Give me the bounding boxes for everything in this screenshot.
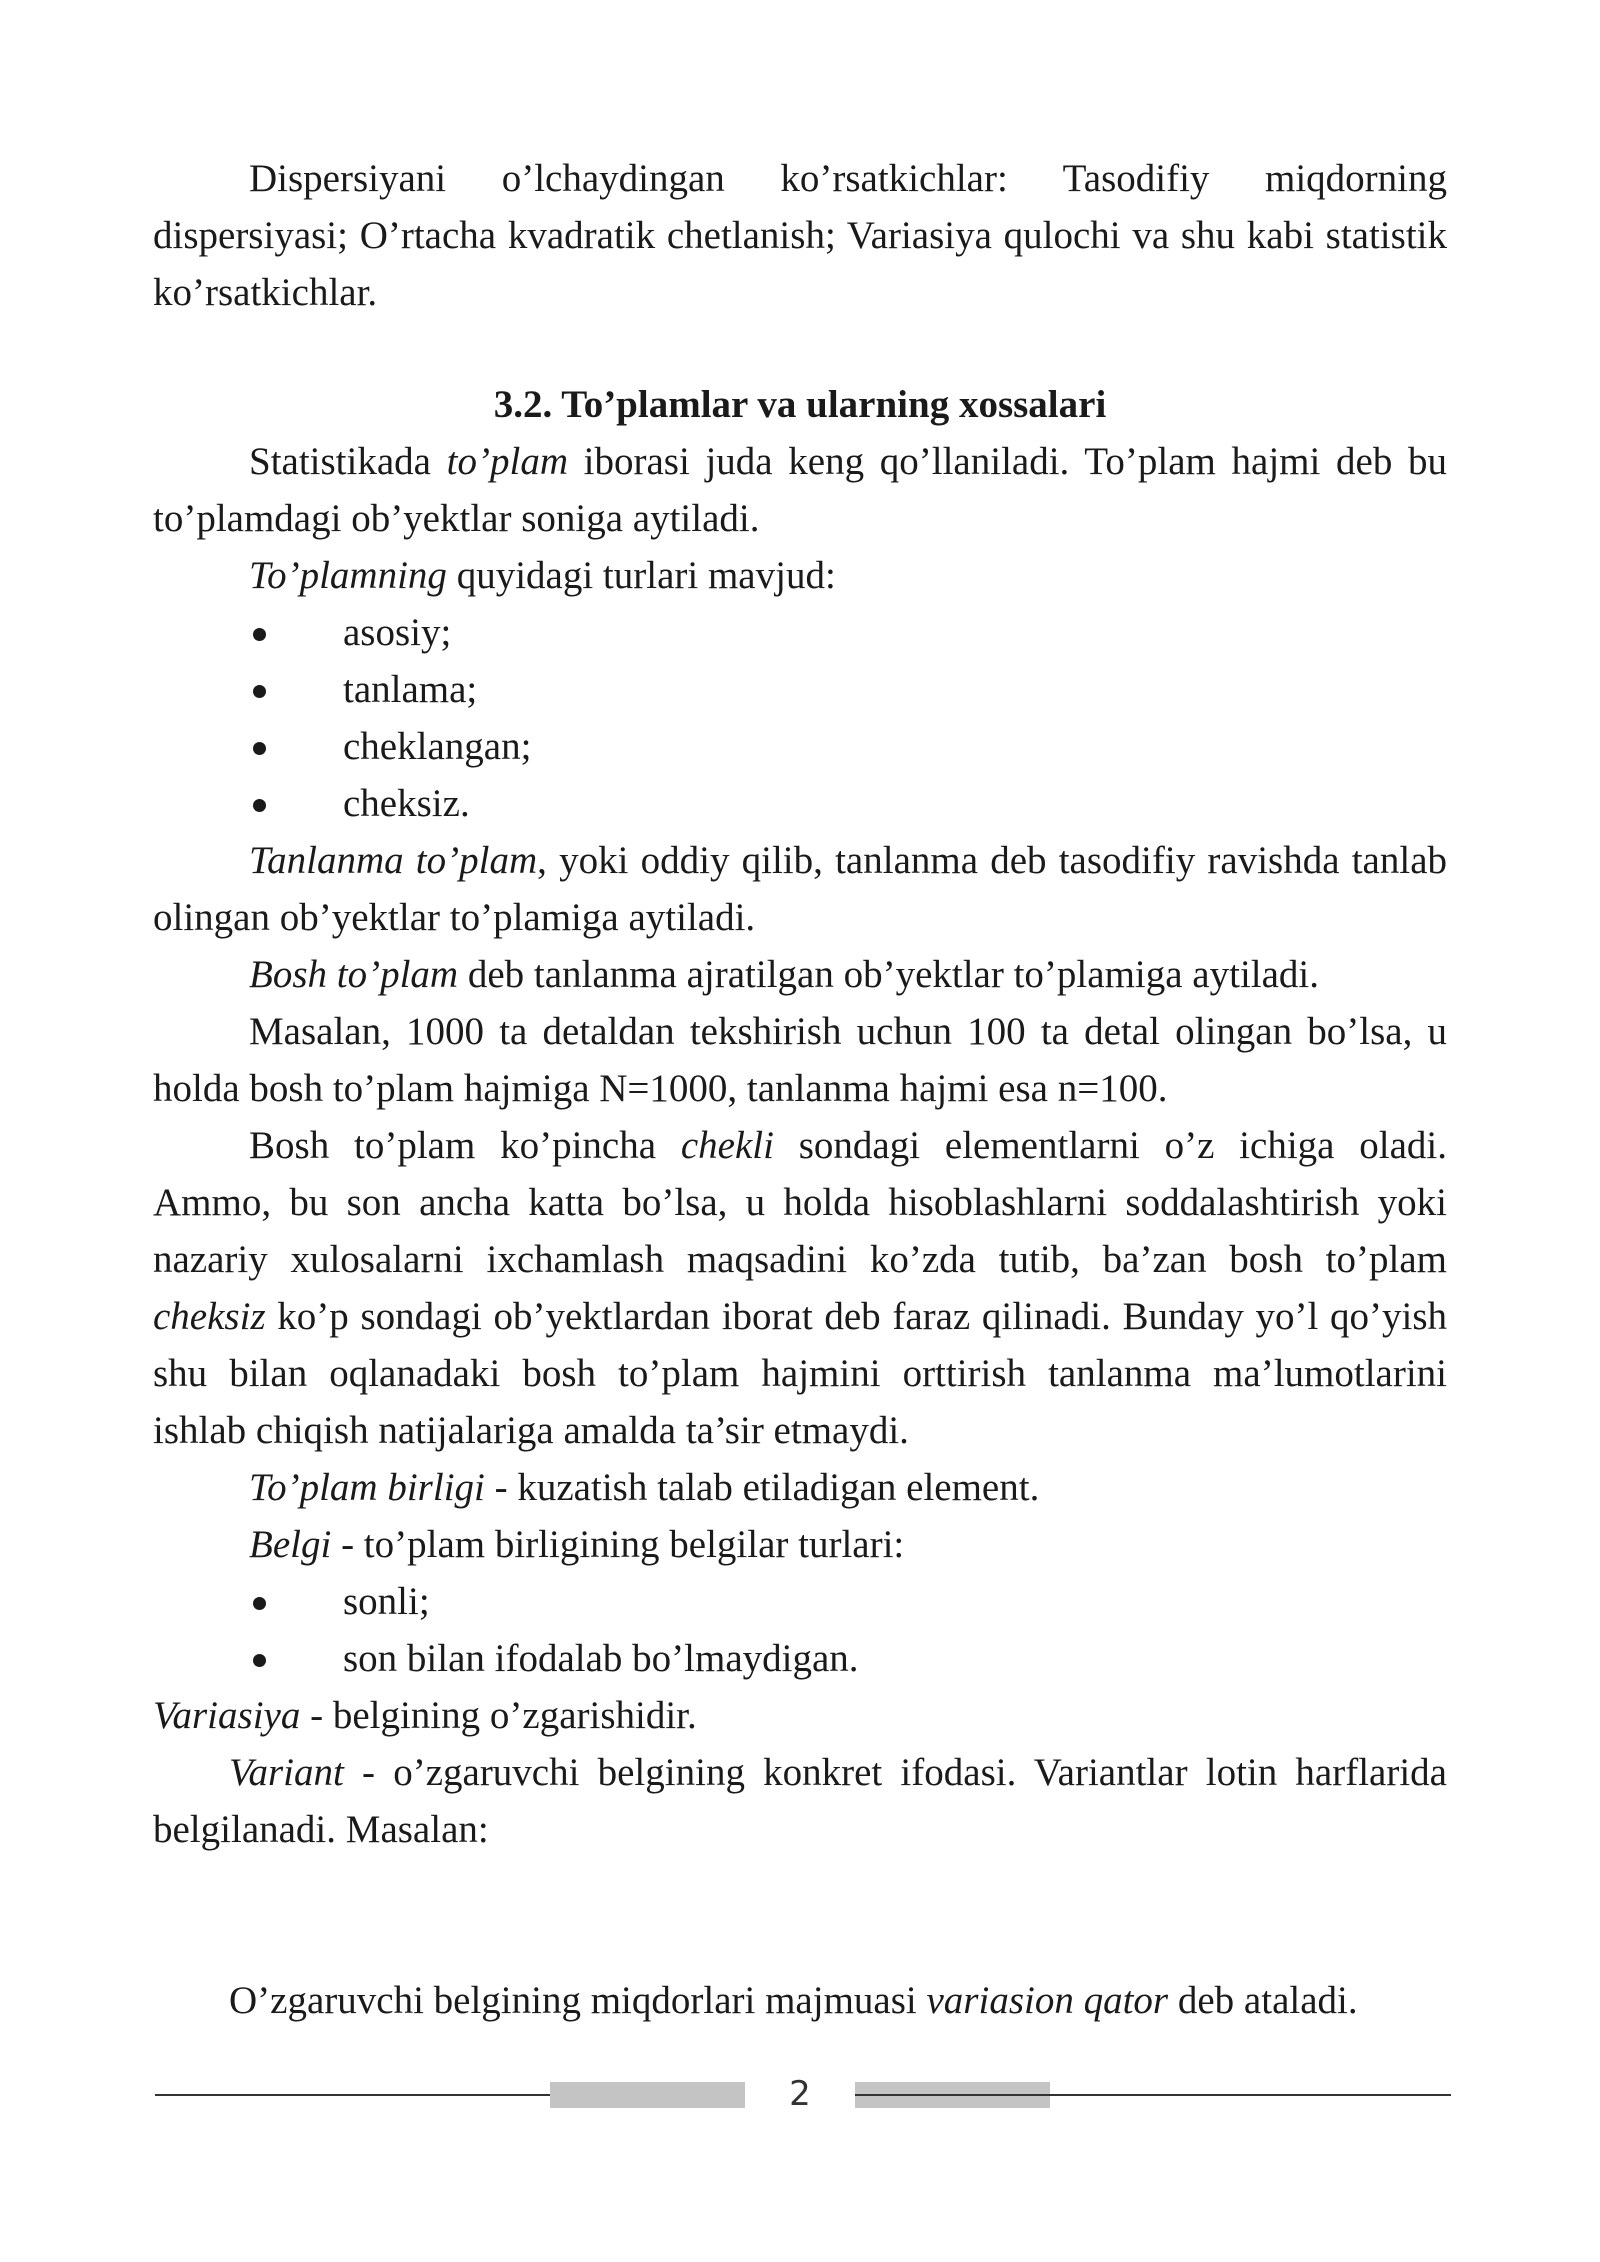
paragraph-variant-definition: Variant - o’zgaruvchi belgining konkret ifodasi. Variantlar lotin harflarida belgilanadi. Masalan: (153, 1751, 1447, 1851)
bullet-icon (253, 799, 266, 812)
blank-space (153, 1858, 1447, 1972)
list-item: cheksiz. (153, 775, 1447, 832)
list-item: tanlama; (153, 661, 1447, 718)
list-item: sonli; (153, 1573, 1447, 1630)
bullet-icon (253, 1597, 266, 1610)
paragraph-unit-definition: To’plam birligi - kuzatish talab etiladigan element. (249, 1466, 1040, 1509)
paragraph-example: Masalan, 1000 ta detaldan tekshirish uchun 100 ta detal olingan bo’lsa, u holda bosh to’plam hajmiga N=1000, tanlanma hajmi esa n=100. (153, 1010, 1447, 1110)
paragraph-toplam-definition: Statistikada to’plam iborasi juda keng qo’llaniladi. To’plam hajmi deb bu to’plamdagi ob’yektlar soniga aytiladi. (153, 440, 1447, 540)
list-item: cheklangan; (153, 718, 1447, 775)
paragraph-sample-definition: Tanlanma to’plam, yoki oddiy qilib, tanlanma deb tasodifiy ravishda tanlab olingan ob’yektlar to’plamiga aytiladi. (153, 839, 1447, 939)
page-content (153, 150, 1447, 2029)
sign-types-list (153, 1573, 1447, 1687)
footer-band-left (550, 2082, 745, 2108)
paragraph-population-definition: Bosh to’plam deb tanlanma ajratilgan ob’yektlar to’plamiga aytiladi. (249, 953, 1320, 996)
bullet-icon (253, 628, 266, 641)
bullet-icon (253, 742, 266, 755)
paragraph-toplam-types-intro: To’plamning quyidagi turlari mavjud: (249, 554, 836, 597)
paragraph-variation-series: O’zgaruvchi belgining miqdorlari majmuasi variasion qator deb ataladi. (229, 1979, 1358, 2022)
paragraph-variation-definition: Variasiya - belgining o’zgarishidir. (153, 1694, 697, 1737)
list-item: son bilan ifodalab bo’lmaydigan. (153, 1630, 1447, 1687)
paragraph-dispersion-indicators: Dispersiyani o’lchaydingan ko’rsatkichlar: Tasodifiy miqdorning dispersiyasi; O’rtacha kvadratik chetlanish; Variasiya qulochi va shu kabi statistik ko’rsatkichlar. (153, 157, 1447, 314)
page-number: 2 (789, 2074, 811, 2114)
paragraph-sign-definition: Belgi - to’plam birligining belgilar turlari: (249, 1523, 905, 1566)
section-heading: 3.2. To’plamlar va ularning xossalari (493, 383, 1107, 426)
page-footer (155, 2064, 1451, 2124)
list-item: asosiy; (153, 604, 1447, 661)
bullet-icon (253, 685, 266, 698)
paragraph-finite-infinite: Bosh to’plam ko’pincha chekli sondagi elementlarni o’z ichiga oladi. Ammo, bu son ancha katta bo’lsa, u holda hisoblashlarni soddalashtirish yoki nazariy xulosalarni ixchamlash maqsadini ko’zda tutib, ba’zan bosh to’plam cheksiz ko’p sondagi ob’yektlardan iborat deb faraz qilinadi. Bunday yo’l qo’yish shu bilan oqlanadaki bosh to’plam hajmini orttirish tanlanma ma’lumotlarini ishlab chiqish natijalariga amalda ta’sir etmaydi. (153, 1124, 1448, 1452)
footer-rule-right (855, 2094, 1451, 2096)
bullet-icon (253, 1654, 266, 1667)
toplam-types-list (153, 604, 1447, 832)
